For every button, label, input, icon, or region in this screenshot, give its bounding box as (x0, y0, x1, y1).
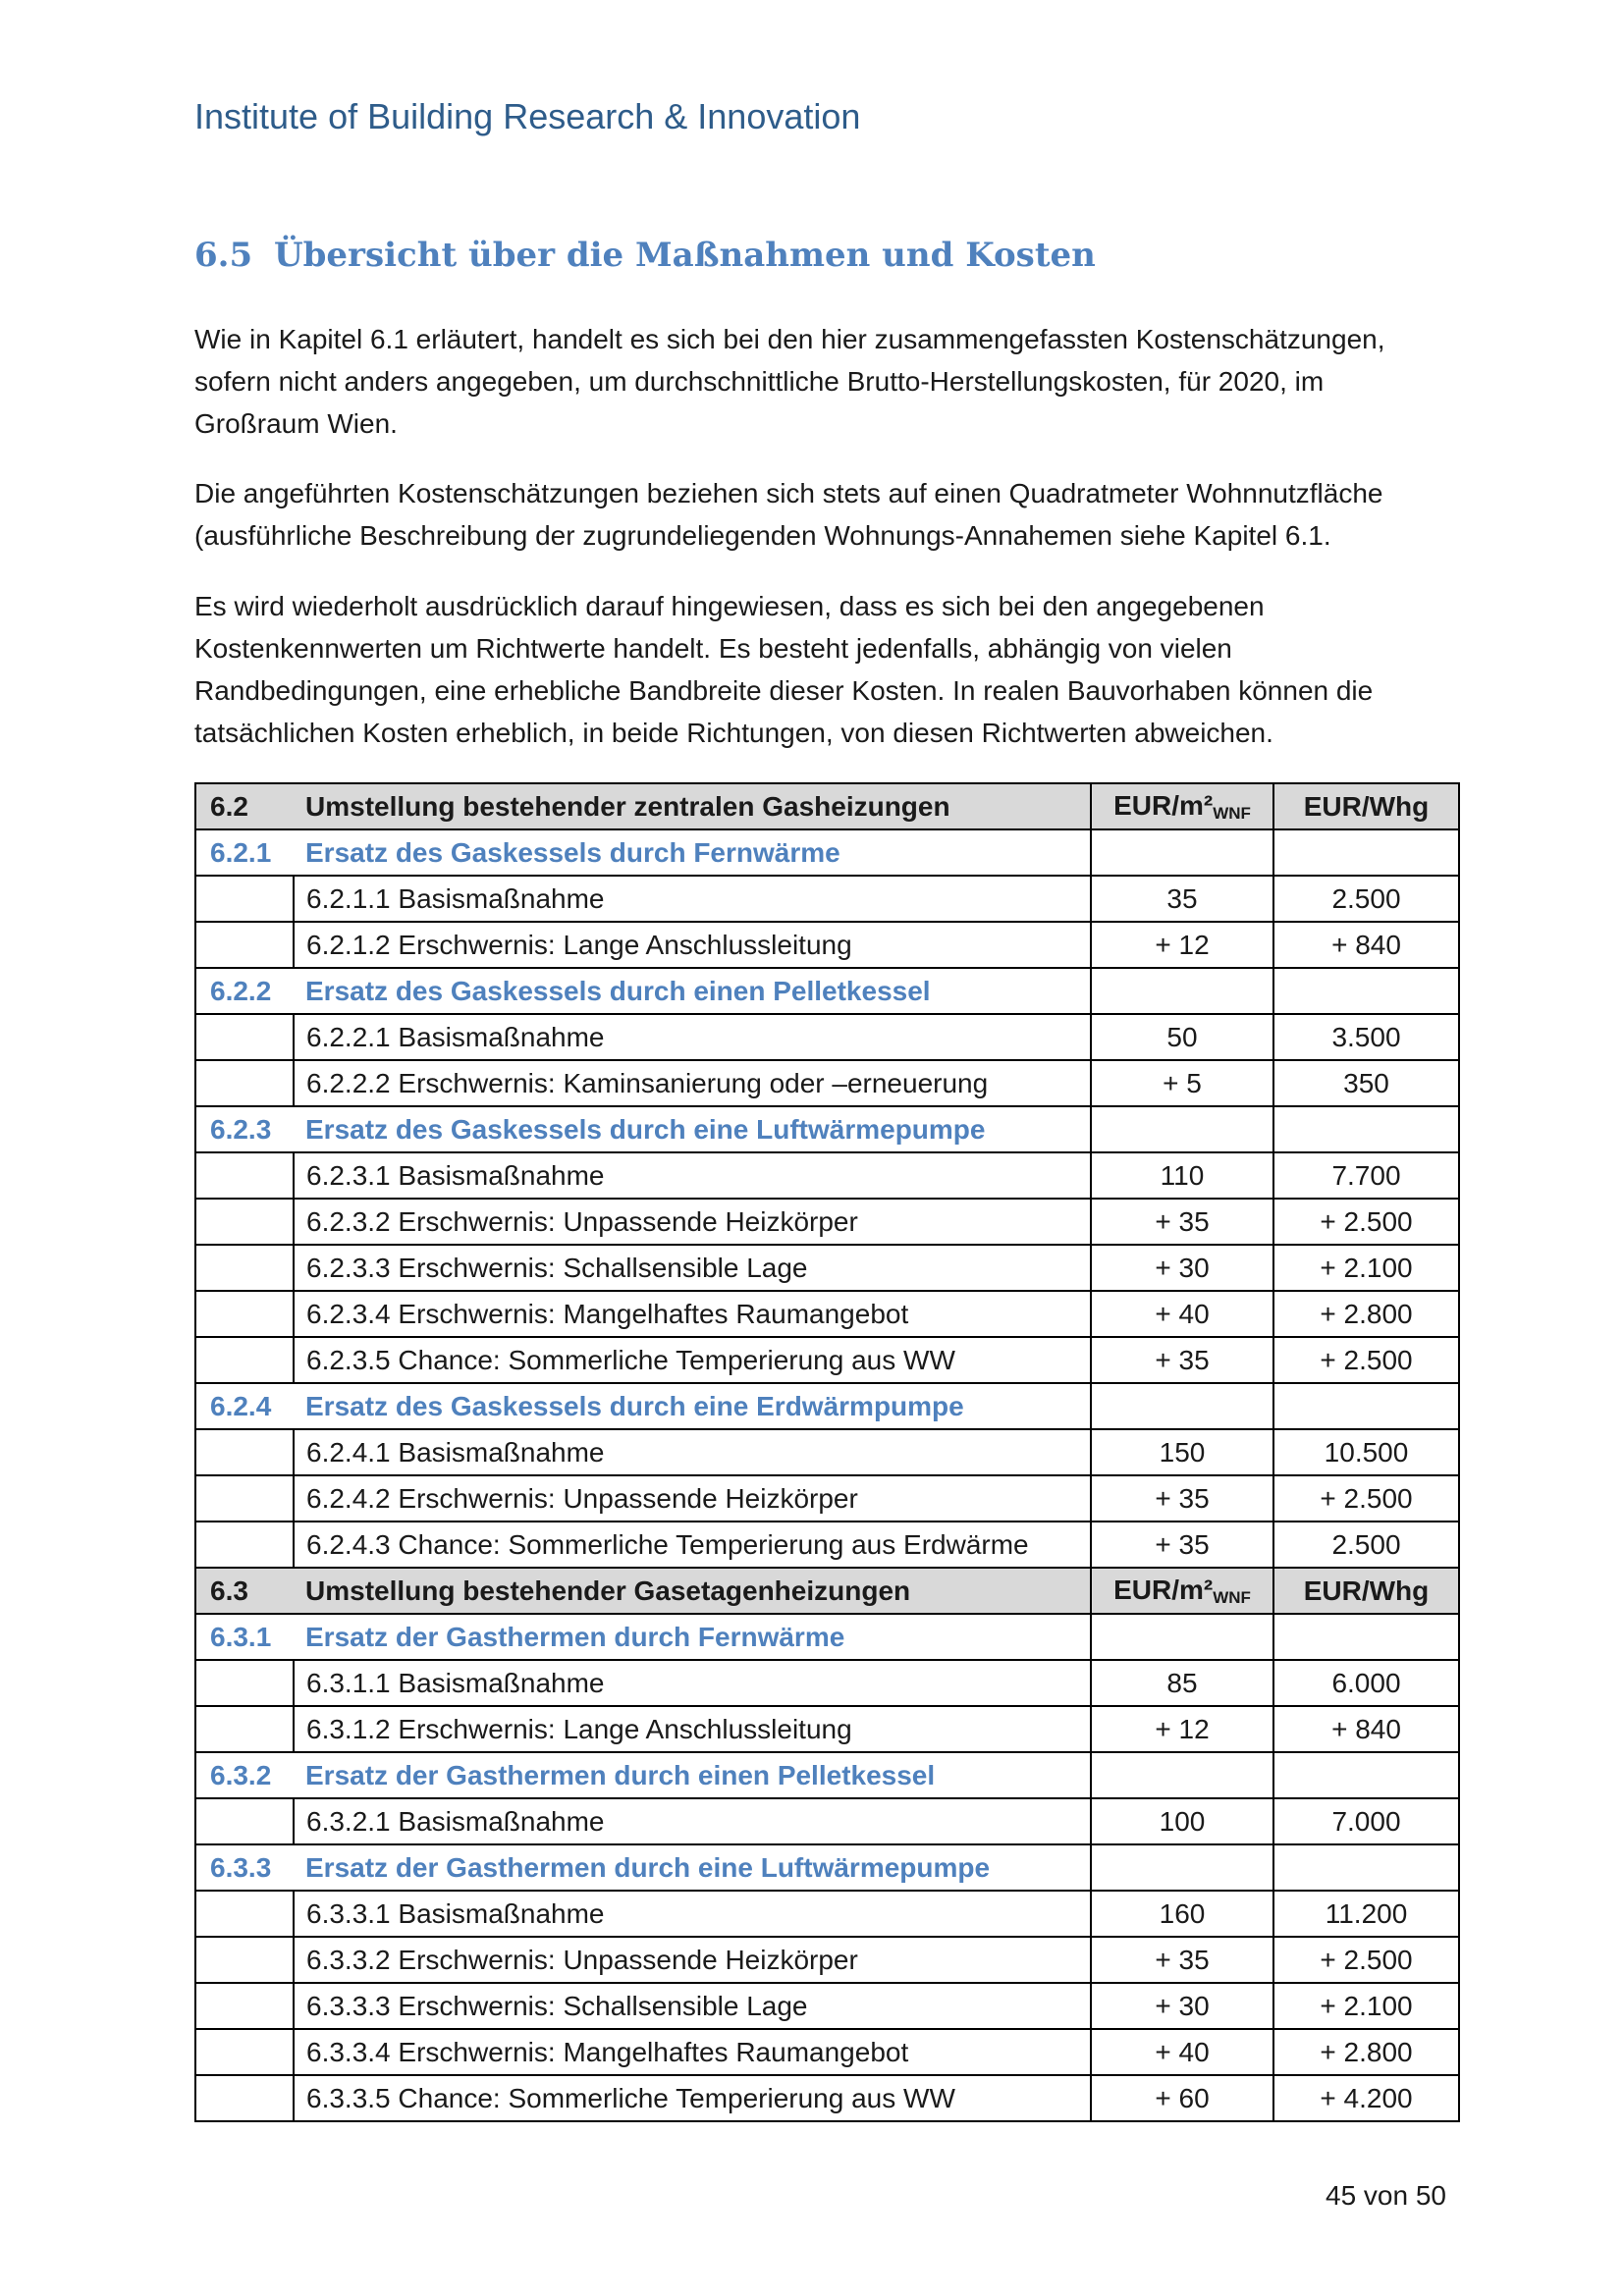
paragraph-line: Die angeführten Kostenschätzungen beziehen sich stets auf einen Quadratmeter Wohnnutzfläche (194, 478, 1383, 508)
row-description-cell: Umstellung bestehender zentralen Gasheizungen (294, 783, 1091, 829)
row-code-cell (195, 1291, 294, 1337)
row-code-cell (195, 922, 294, 968)
row-eur-m2-cell (1091, 1844, 1273, 1891)
row-eur-whg-cell: 6.000 (1273, 1660, 1459, 1706)
row-description-cell: 6.2.1.1 Basismaßnahme (294, 876, 1091, 922)
row-eur-whg-cell: + 4.200 (1273, 2075, 1459, 2121)
row-code-cell (195, 2075, 294, 2121)
row-code-cell (195, 1429, 294, 1475)
row-code-cell (195, 1245, 294, 1291)
row-eur-whg-cell (1273, 829, 1459, 876)
row-eur-m2-cell (1091, 968, 1273, 1014)
row-code-cell: 6.2.3 (195, 1106, 294, 1152)
section-number: 6.5 (194, 236, 253, 275)
table-row (195, 1337, 1459, 1383)
row-description-cell: 6.2.3.2 Erschwernis: Unpassende Heizkörper (294, 1199, 1091, 1245)
row-code-cell (195, 1522, 294, 1568)
row-description-cell: 6.3.3.5 Chance: Sommerliche Temperierung aus WW (294, 2075, 1091, 2121)
row-eur-whg-cell: 11.200 (1273, 1891, 1459, 1937)
table-row (195, 1291, 1459, 1337)
cost-table (194, 782, 1460, 2122)
table-row (195, 1983, 1459, 2029)
unit-subscript: WNF (1213, 1587, 1251, 1607)
row-eur-whg-cell (1273, 968, 1459, 1014)
row-eur-whg-cell: 10.500 (1273, 1429, 1459, 1475)
row-eur-whg-cell: + 840 (1273, 922, 1459, 968)
row-eur-whg-cell (1273, 1106, 1459, 1152)
row-code-cell: 6.3.3 (195, 1844, 294, 1891)
paragraph-line: sofern nicht anders angegeben, um durchschnittliche Brutto-Herstellungskosten, für 2020, im (194, 366, 1325, 397)
table-row (195, 1152, 1459, 1199)
row-eur-whg-cell: 7.700 (1273, 1152, 1459, 1199)
table-section-header-row (195, 1568, 1459, 1614)
row-eur-m2-cell: 160 (1091, 1891, 1273, 1937)
row-description-cell: 6.2.2.1 Basismaßnahme (294, 1014, 1091, 1060)
row-code-cell (195, 876, 294, 922)
row-eur-m2-cell: 35 (1091, 876, 1273, 922)
document-header-title: Institute of Building Research & Innovation (194, 96, 861, 136)
row-code-cell: 6.3.2 (195, 1752, 294, 1798)
row-description-cell: Ersatz des Gaskessels durch Fernwärme (294, 829, 1091, 876)
row-description-cell: 6.3.3.4 Erschwernis: Mangelhaftes Raumangebot (294, 2029, 1091, 2075)
row-description-cell: Ersatz der Gasthermen durch Fernwärme (294, 1614, 1091, 1660)
row-eur-whg-cell: 350 (1273, 1060, 1459, 1106)
row-description-cell: Ersatz der Gasthermen durch einen Pelletkessel (294, 1752, 1091, 1798)
row-description-cell: 6.2.4.3 Chance: Sommerliche Temperierung aus Erdwärme (294, 1522, 1091, 1568)
table-row (195, 1937, 1459, 1983)
table-row (195, 1475, 1459, 1522)
table-subsection-row (195, 1752, 1459, 1798)
table-row (195, 1522, 1459, 1568)
row-eur-m2-cell: 50 (1091, 1014, 1273, 1060)
row-eur-whg-cell: 2.500 (1273, 876, 1459, 922)
row-eur-m2-cell: + 35 (1091, 1937, 1273, 1983)
row-description-cell: 6.2.1.2 Erschwernis: Lange Anschlussleitung (294, 922, 1091, 968)
unit-subscript: WNF (1213, 803, 1251, 823)
row-eur-m2-cell: 150 (1091, 1429, 1273, 1475)
row-code-cell: 6.3.1 (195, 1614, 294, 1660)
table-row (195, 2029, 1459, 2075)
row-description-cell: 6.3.1.1 Basismaßnahme (294, 1660, 1091, 1706)
row-eur-m2-cell: 100 (1091, 1798, 1273, 1844)
row-eur-m2-cell: + 35 (1091, 1522, 1273, 1568)
row-code-cell: 6.2.2 (195, 968, 294, 1014)
row-description-cell: Ersatz des Gaskessels durch eine Erdwärmpumpe (294, 1383, 1091, 1429)
table-row (195, 876, 1459, 922)
row-eur-whg-cell: + 2.800 (1273, 1291, 1459, 1337)
row-code-cell (195, 1706, 294, 1752)
row-code-cell (195, 1660, 294, 1706)
row-description-cell: 6.3.3.2 Erschwernis: Unpassende Heizkörper (294, 1937, 1091, 1983)
row-eur-m2-cell (1091, 829, 1273, 876)
table-subsection-row (195, 1844, 1459, 1891)
section-title: Übersicht über die Maßnahmen und Kosten (274, 236, 1096, 275)
table-row (195, 1060, 1459, 1106)
row-eur-m2-cell: + 35 (1091, 1337, 1273, 1383)
table-row (195, 1891, 1459, 1937)
table-subsection-row (195, 968, 1459, 1014)
row-eur-m2-cell (1091, 783, 1273, 829)
row-eur-m2-cell (1091, 1752, 1273, 1798)
row-eur-m2-cell: + 12 (1091, 1706, 1273, 1752)
row-eur-whg-cell: 7.000 (1273, 1798, 1459, 1844)
paragraph-line: Kostenkennwerten um Richtwerte handelt. Es besteht jedenfalls, abhängig von vielen (194, 633, 1232, 664)
row-code-cell (195, 1937, 294, 1983)
table-row (195, 2075, 1459, 2121)
row-description-cell: 6.3.3.1 Basismaßnahme (294, 1891, 1091, 1937)
row-eur-whg-cell (1273, 1383, 1459, 1429)
row-eur-whg-cell: + 2.500 (1273, 1337, 1459, 1383)
row-eur-whg-cell: 2.500 (1273, 1522, 1459, 1568)
row-code-cell (195, 1798, 294, 1844)
row-eur-m2-cell: 110 (1091, 1152, 1273, 1199)
row-code-cell (195, 1014, 294, 1060)
table-row (195, 1014, 1459, 1060)
row-eur-m2-cell: + 30 (1091, 1983, 1273, 2029)
row-eur-m2-cell: + 5 (1091, 1060, 1273, 1106)
row-description-cell: 6.3.3.3 Erschwernis: Schallsensible Lage (294, 1983, 1091, 2029)
row-description-cell: Ersatz des Gaskessels durch einen Pelletkessel (294, 968, 1091, 1014)
paragraph-line: Es wird wiederholt ausdrücklich darauf hingewiesen, dass es sich bei den angegebenen (194, 591, 1265, 621)
table-subsection-row (195, 829, 1459, 876)
paragraph-1 (194, 318, 1471, 445)
row-eur-whg-cell (1273, 1752, 1459, 1798)
cost-table-body (195, 783, 1459, 2121)
row-code-cell (195, 1983, 294, 2029)
unit-label: EUR/m² (1113, 789, 1214, 821)
row-eur-whg-cell: + 840 (1273, 1706, 1459, 1752)
table-row (195, 1429, 1459, 1475)
row-eur-m2-cell (1091, 1383, 1273, 1429)
row-eur-m2-cell: 85 (1091, 1660, 1273, 1706)
row-description-cell: 6.3.2.1 Basismaßnahme (294, 1798, 1091, 1844)
row-description-cell: Umstellung bestehender Gasetagenheizungen (294, 1568, 1091, 1614)
unit-label: EUR/m² (1113, 1574, 1214, 1605)
row-code-cell (195, 1891, 294, 1937)
row-eur-whg-cell: + 2.500 (1273, 1199, 1459, 1245)
row-code-cell: 6.2 (195, 783, 294, 829)
row-code-cell (195, 1475, 294, 1522)
row-description-cell: 6.3.1.2 Erschwernis: Lange Anschlussleitung (294, 1706, 1091, 1752)
row-eur-whg-cell: + 2.500 (1273, 1937, 1459, 1983)
paragraph-line: Großraum Wien. (194, 408, 398, 439)
row-code-cell (195, 1060, 294, 1106)
row-eur-whg-cell: + 2.500 (1273, 1475, 1459, 1522)
row-eur-m2-cell: + 30 (1091, 1245, 1273, 1291)
row-eur-whg-cell: + 2.800 (1273, 2029, 1459, 2075)
table-row (195, 1706, 1459, 1752)
table-row (195, 1798, 1459, 1844)
row-code-cell (195, 1199, 294, 1245)
row-eur-m2-cell (1091, 1106, 1273, 1152)
row-eur-m2-cell: + 35 (1091, 1199, 1273, 1245)
row-description-cell: 6.2.4.1 Basismaßnahme (294, 1429, 1091, 1475)
row-eur-m2-cell (1091, 1614, 1273, 1660)
row-eur-m2-cell: + 60 (1091, 2075, 1273, 2121)
row-eur-m2-cell: + 12 (1091, 922, 1273, 968)
table-subsection-row (195, 1106, 1459, 1152)
paragraph-line: tatsächlichen Kosten erheblich, in beide Richtungen, von diesen Richtwerten abweichen. (194, 718, 1273, 748)
table-section-header-row (195, 783, 1459, 829)
page-number: 45 von 50 (1326, 2180, 1446, 2211)
row-code-cell: 6.2.4 (195, 1383, 294, 1429)
row-eur-m2-cell (1091, 1568, 1273, 1614)
row-code-cell: 6.2.1 (195, 829, 294, 876)
row-description-cell: 6.2.3.3 Erschwernis: Schallsensible Lage (294, 1245, 1091, 1291)
row-eur-m2-cell: + 35 (1091, 1475, 1273, 1522)
row-eur-m2-cell: + 40 (1091, 2029, 1273, 2075)
row-code-cell (195, 2029, 294, 2075)
row-description-cell: 6.2.2.2 Erschwernis: Kaminsanierung oder –erneuerung (294, 1060, 1091, 1106)
row-description-cell: 6.2.3.4 Erschwernis: Mangelhaftes Raumangebot (294, 1291, 1091, 1337)
table-row (195, 1245, 1459, 1291)
row-eur-whg-cell: EUR/Whg (1273, 1568, 1459, 1614)
paragraph-3 (194, 585, 1471, 754)
row-eur-whg-cell (1273, 1844, 1459, 1891)
row-code-cell (195, 1337, 294, 1383)
row-description-cell: Ersatz der Gasthermen durch eine Luftwärmepumpe (294, 1844, 1091, 1891)
row-description-cell: 6.2.4.2 Erschwernis: Unpassende Heizkörper (294, 1475, 1091, 1522)
section-heading (194, 236, 1096, 275)
table-row (195, 1199, 1459, 1245)
table-row (195, 1660, 1459, 1706)
row-eur-m2-cell: + 40 (1091, 1291, 1273, 1337)
paragraph-line: (ausführliche Beschreibung der zugrundeliegenden Wohnungs-Annahemen siehe Kapitel 6.1. (194, 520, 1331, 551)
row-description-cell: 6.2.3.1 Basismaßnahme (294, 1152, 1091, 1199)
row-code-cell (195, 1152, 294, 1199)
row-code-cell: 6.3 (195, 1568, 294, 1614)
row-eur-whg-cell: EUR/Whg (1273, 783, 1459, 829)
row-description-cell: 6.2.3.5 Chance: Sommerliche Temperierung aus WW (294, 1337, 1091, 1383)
row-eur-whg-cell: 3.500 (1273, 1014, 1459, 1060)
row-eur-whg-cell: + 2.100 (1273, 1245, 1459, 1291)
paragraph-line: Randbedingungen, eine erhebliche Bandbreite dieser Kosten. In realen Bauvorhaben können die (194, 675, 1374, 706)
table-subsection-row (195, 1383, 1459, 1429)
table-subsection-row (195, 1614, 1459, 1660)
row-eur-whg-cell: + 2.100 (1273, 1983, 1459, 2029)
paragraph-2 (194, 472, 1471, 557)
table-row (195, 922, 1459, 968)
row-description-cell: Ersatz des Gaskessels durch eine Luftwärmepumpe (294, 1106, 1091, 1152)
paragraph-line: Wie in Kapitel 6.1 erläutert, handelt es sich bei den hier zusammengefassten Kostenschätzungen, (194, 324, 1385, 354)
row-eur-whg-cell (1273, 1614, 1459, 1660)
